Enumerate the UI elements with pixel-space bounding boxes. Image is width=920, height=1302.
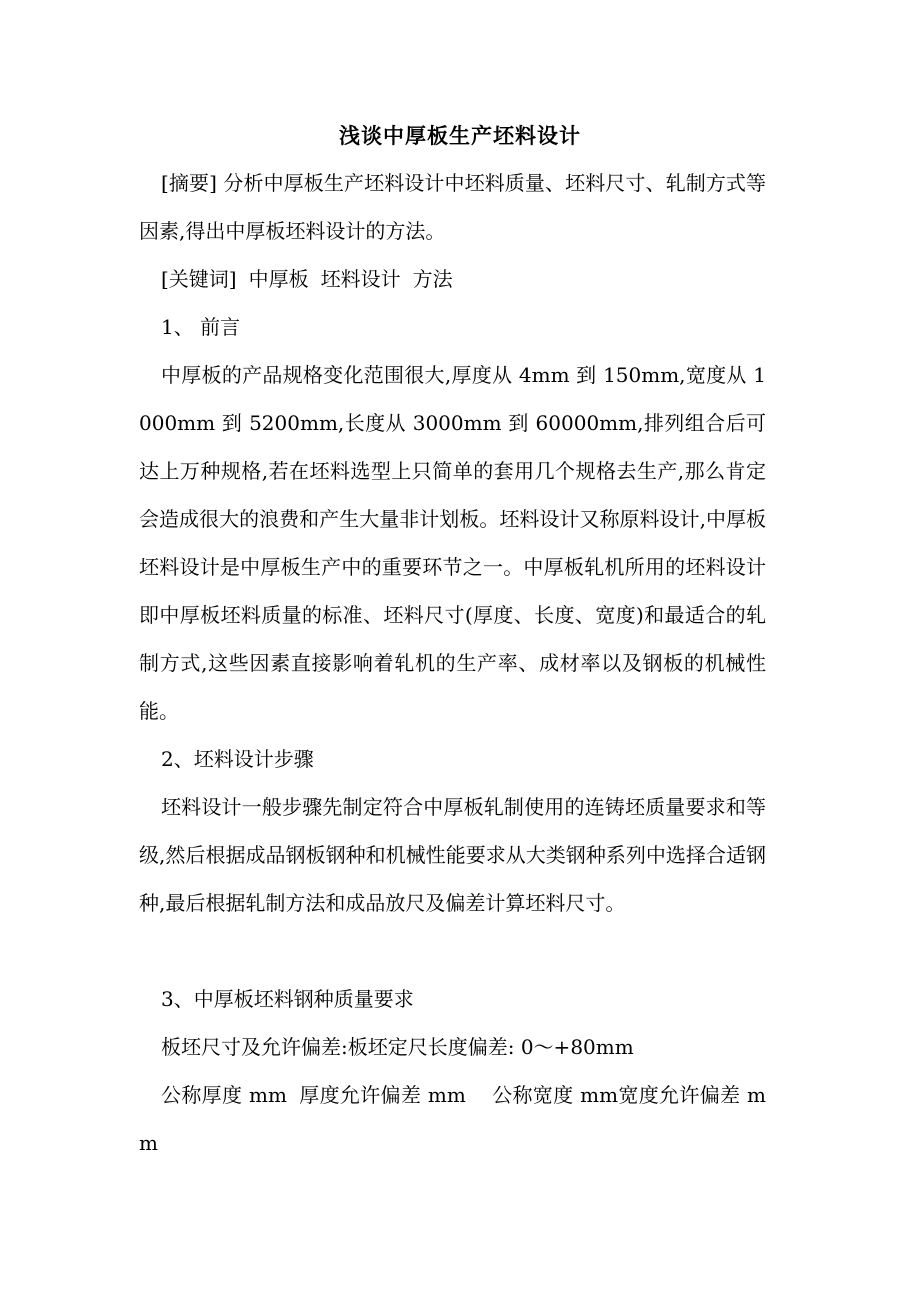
table-header-row	[139, 1071, 766, 1167]
keyword-item: 坯料设计	[320, 267, 401, 291]
table-header-cell: 公称宽度 mm	[491, 1083, 619, 1107]
table-header-cell: 公称厚度 mm	[161, 1083, 287, 1107]
section-body-introduction: 中厚板的产品规格变化范围很大,厚度从 4mm 到 150mm,宽度从 1000mm 到 5200mm,长度从 3000mm 到 60000mm,排列组合后可达上万种规格,若在坯料选型上只简单的套用几个规格去生产,那么肯定会造成很大的浪费和产生大量非计划板。坯料设计又称原料设计,中厚板坯料设计是中厚板生产中的重要环节之一。中厚板轧机所用的坯料设计即中厚板坯料质量的标准、坯料尺寸(厚度、长度、宽度)和最适合的轧制方式,这些因素直接影响着轧机的生产率、成材率以及钢板的机械性能。	[139, 363, 766, 723]
keyword-item: 中厚板	[248, 267, 309, 291]
section-heading-design-steps: 2、坯料设计步骤	[161, 747, 314, 771]
keywords-label: [关键词]	[161, 267, 237, 291]
table-header-cell: 厚度允许偏差 mm	[298, 1083, 466, 1107]
document-title: 浅谈中厚板生产坯料设计	[339, 123, 581, 148]
section-heading-quality-requirements: 3、中厚板坯料钢种质量要求	[161, 987, 414, 1011]
tolerance-line: 板坯尺寸及允许偏差:板坯定尺长度偏差: 0～+80mm	[161, 1035, 634, 1059]
abstract-text: 分析中厚板生产坯料设计中坯料质量、坯料尺寸、轧制方式等因素,得出中厚板坯料设计的方法。	[139, 171, 767, 243]
section-heading-introduction: 1、 前言	[161, 315, 241, 339]
abstract-paragraph	[139, 159, 766, 255]
section-body-design-steps: 坯料设计一般步骤先制定符合中厚板轧制使用的连铸坯质量要求和等级,然后根据成品钢板钢种和机械性能要求从大类钢种系列中选择合适钢种,最后根据轧制方法和成品放尺及偏差计算坯料尺寸。	[139, 795, 766, 915]
abstract-label: [摘要]	[161, 171, 217, 195]
keywords-paragraph	[139, 255, 766, 303]
keyword-item: 方法	[412, 267, 453, 291]
table-header-cell: 宽度允许偏差 mm	[139, 1083, 766, 1155]
